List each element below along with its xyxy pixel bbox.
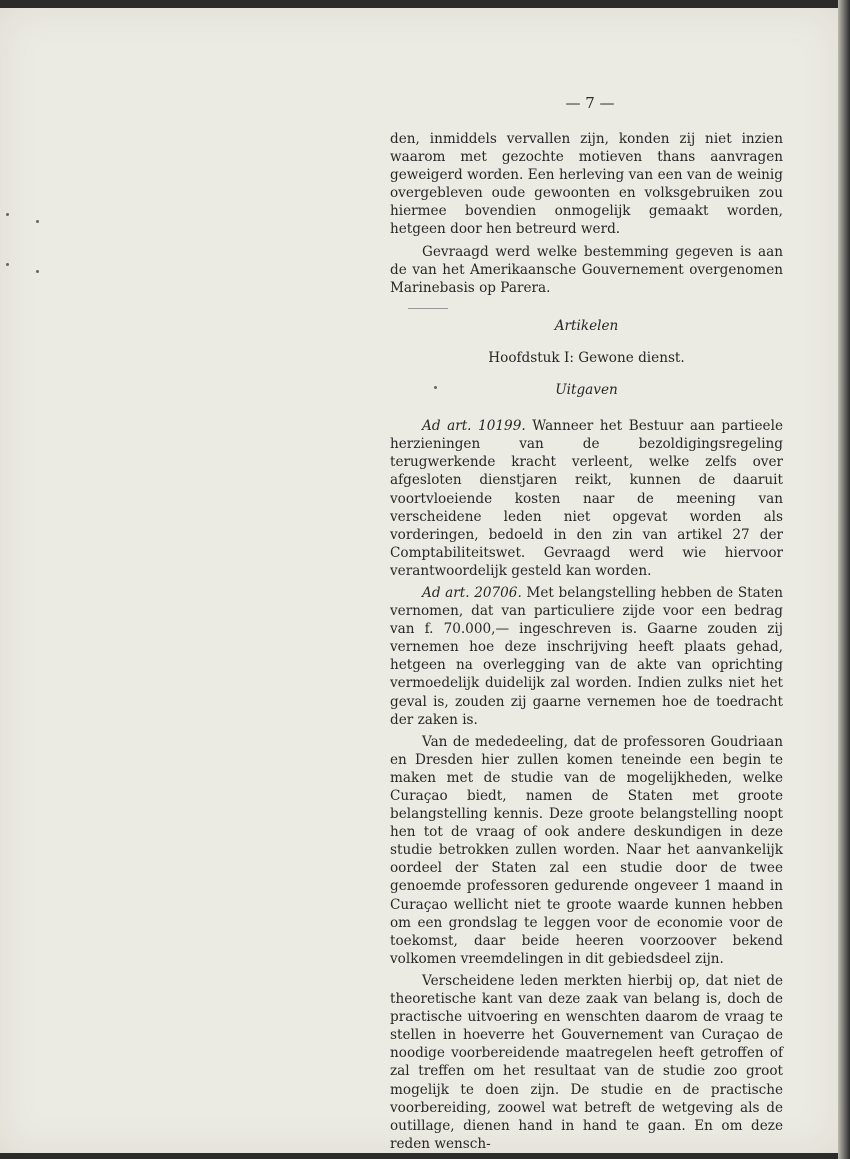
article-text: Met belangstelling hebben de Staten vernomen, dat van particuliere zijde voor een bedrag van f. 70.000,— ingeschreven is. Gaarne zouden zij vernemen hoe deze inschrijving heeft plaats gehad, hetgeen na overlegging van de akte van oprichting vermoedelijk duidelijk zal worden. Indien zulks niet het geval is, zouden zij gaarne vernemen hoe de toedracht der zaken is. bbox=[390, 584, 783, 728]
margin-dot bbox=[6, 213, 9, 216]
article-text: Wanneer het Bestuur aan partieele herzieningen van de bezoldigingsregeling terugwerkende kracht verleent, welke zelfs over afgesloten dienstjaren reikt, kunnen de daaruit voortvloeiende kosten naar de meening van verscheidene leden niet opgevat worden als vorderingen, bedoeld in den zin van artikel 27 der Comptabiliteitswet. Gevraagd werd wie hiervoor verantwoordelijk gesteld kan worden. bbox=[390, 418, 783, 579]
article-paragraph bbox=[390, 584, 783, 729]
paragraph: Gevraagd werd welke bestemming gegeven is aan de van het Amerikaansche Gouvernement overgenomen Marinebasis op Parera. bbox=[390, 243, 783, 296]
article-reference: Ad art. 10199. bbox=[422, 418, 526, 435]
margin-dot bbox=[36, 270, 39, 273]
paragraph: Verscheidene leden merkten hierbij op, dat niet de theoretische kant van deze zaak van belang is, doch de practische uitvoering en wenschten daarom de vraag te stellen in hoeverre het Gouvernement van Curaçao de noodige voorbereidende maatregelen heeft getroffen of zal treffen om het resultaat van de studie zoo groot mogelijk te doen zijn. De studie en de practische voorbereiding, zoowel wat betreft de wetgeving als de outillage, dienen hand in hand te gaan. En om deze reden wensch- bbox=[390, 972, 783, 1152]
page-number: — 7 — bbox=[565, 94, 615, 112]
subsection-heading-uitgaven: Uitgaven bbox=[555, 382, 618, 399]
margin-dot bbox=[6, 263, 9, 266]
paragraph: Van de mededeeling, dat de professoren Goudriaan en Dresden hier zullen komen teneinde een begin te maken met de studie van de mogelijkheden, welke Curaçao biedt, namen de Staten met groote belangstelling kennis. Deze groote belangstelling noopt hen tot de vraag of ook andere deskundigen in deze studie betrokken zullen worden. Naar het aanvankelijk oordeel der Staten zal een studie door de twee genoemde professoren gedurende ongeveer 1 maand in Curaçao wellicht niet te groote waarde kunnen hebben om een grondslag te leggen voor de economie voor de toekomst, daar beide heeren voorzoover bekend volkomen vreemdelingen in dit gebiedsdeel zijn. bbox=[390, 733, 783, 967]
margin-dot bbox=[36, 220, 39, 223]
chapter-heading: Hoofdstuk I: Gewone dienst. bbox=[488, 349, 685, 366]
article-reference: Ad art. 20706. bbox=[422, 584, 522, 601]
text-column bbox=[390, 130, 783, 1157]
page-edge bbox=[838, 0, 850, 1159]
section-heading-artikelen: Artikelen bbox=[554, 317, 619, 334]
document-page bbox=[0, 8, 838, 1153]
paragraph: den, inmiddels vervallen zijn, konden zij niet inzien waarom met gezochte motieven thans aanvragen geweigerd worden. Een herleving van een van de weinig overgebleven oude gewoonten en volksgebruiken zou hiermee bovendien onmogelijk gemaakt worden, hetgeen door hen betreurd werd. bbox=[390, 131, 783, 238]
article-paragraph bbox=[390, 417, 783, 580]
